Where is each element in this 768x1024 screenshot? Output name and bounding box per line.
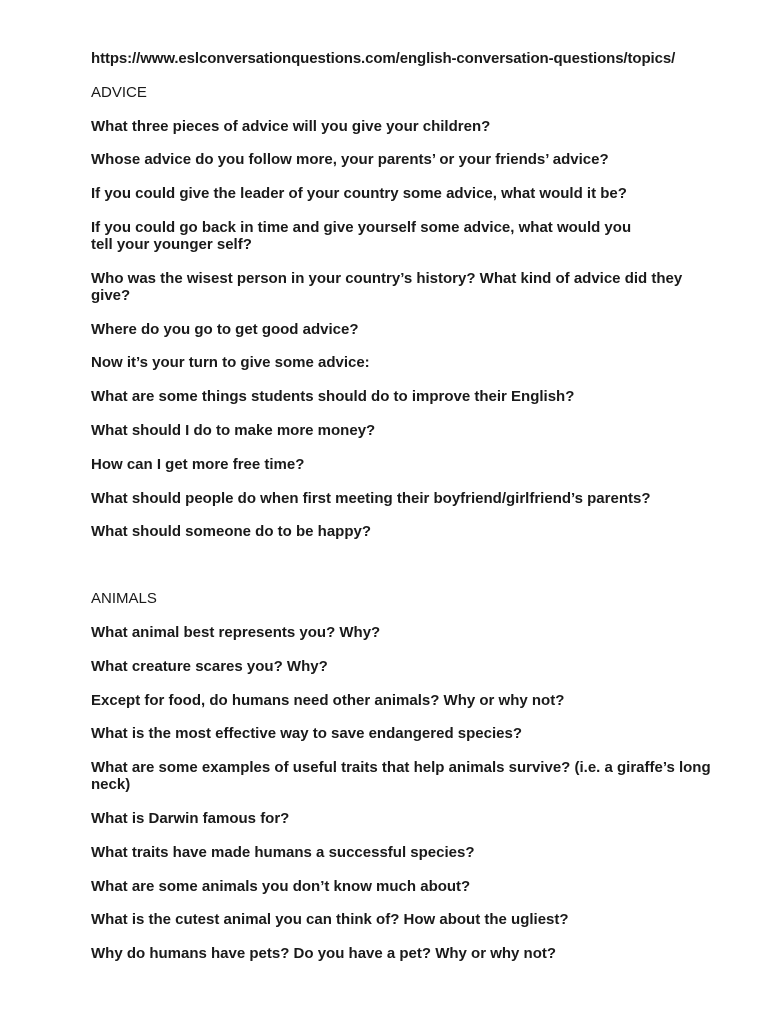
question-item: Why do humans have pets? Do you have a pet? Why or why not?	[91, 945, 557, 963]
question-item: What traits have made humans a successful species?	[91, 843, 475, 861]
question-item: Who was the wisest person in your country’s history? What kind of advice did they give?	[91, 269, 683, 304]
question-item: If you could go back in time and give yourself some advice, what would you tell your younger self?	[91, 218, 632, 253]
source-url: https://www.eslconversationquestions.com/english-conversation-questions/topics/	[91, 50, 676, 67]
question-item: What should I do to make more money?	[91, 421, 376, 439]
section-heading-animals: ANIMALS	[91, 590, 157, 608]
question-item: Whose advice do you follow more, your parents’ or your friends’ advice?	[91, 151, 609, 169]
question-item: What animal best represents you? Why?	[91, 623, 381, 641]
question-item: What are some examples of useful traits that help animals survive? (i.e. a giraffe’s long neck)	[91, 759, 711, 794]
question-item: How can I get more free time?	[91, 455, 305, 473]
question-item: What is the most effective way to save endangered species?	[91, 725, 522, 743]
section-spacer	[91, 557, 711, 590]
question-item: If you could give the leader of your country some advice, what would it be?	[91, 185, 627, 203]
question-item: Except for food, do humans need other animals? Why or why not?	[91, 691, 565, 709]
question-item: What are some things students should do to improve their English?	[91, 388, 575, 406]
question-item: What should someone do to be happy?	[91, 523, 371, 541]
question-item: What are some animals you don’t know much about?	[91, 877, 471, 895]
question-item: What is the cutest animal you can think of? How about the ugliest?	[91, 911, 569, 929]
section-heading-advice: ADVICE	[91, 83, 147, 101]
question-item: What three pieces of advice will you give your children?	[91, 117, 491, 135]
question-item: Where do you go to get good advice?	[91, 320, 359, 338]
question-item: What is Darwin famous for?	[91, 809, 290, 827]
question-item: What creature scares you? Why?	[91, 657, 328, 675]
question-item: Now it’s your turn to give some advice:	[91, 354, 370, 372]
question-item: What should people do when first meeting their boyfriend/girlfriend’s parents?	[91, 489, 651, 507]
document-page	[91, 50, 711, 979]
